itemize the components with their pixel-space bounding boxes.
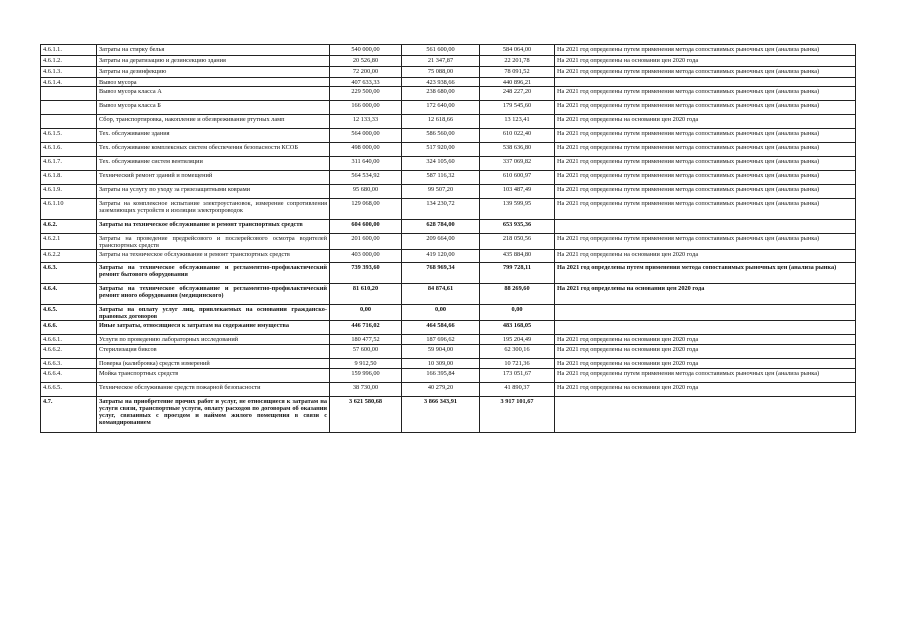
row-code: 4.6.1.10: [41, 199, 97, 220]
table-row: [41, 78, 856, 87]
row-value-2022: 440 896,21: [480, 78, 555, 87]
row-value-2021: 3 866 343,91: [402, 397, 480, 433]
row-code: 4.6.6.1.: [41, 335, 97, 345]
row-name: Техническое обслуживание средств пожарной безопасности: [97, 383, 330, 397]
row-value-2020: 604 600,00: [330, 220, 402, 234]
row-value-2022: 218 050,56: [480, 234, 555, 250]
row-note: [555, 305, 856, 321]
row-note: На 2021 год определены путем применения метода сопоставимых рыночных цен (анализа рынка): [555, 87, 856, 101]
row-note: На 2021 год определены путем применения метода сопоставимых рыночных цен (анализа рынка): [555, 129, 856, 143]
row-value-2022: 0,00: [480, 305, 555, 321]
row-value-2020: 72 200,00: [330, 67, 402, 78]
row-value-2021: 84 874,61: [402, 284, 480, 305]
row-value-2020: 564 000,00: [330, 129, 402, 143]
row-note: На 2021 год определены путем применения метода сопоставимых рыночных цен (анализа рынка): [555, 67, 856, 78]
row-code: 4.6.2.1: [41, 234, 97, 250]
row-value-2022: 584 064,00: [480, 45, 555, 56]
row-name: Поверка (калибровка) средств измерений: [97, 359, 330, 369]
row-name: Затраты на оплату услуг лиц, привлекаемых на основании гражданско-правовых договоров: [97, 305, 330, 321]
table-row: [41, 305, 856, 321]
row-value-2021: 59 904,00: [402, 345, 480, 359]
row-value-2022: 610 600,97: [480, 171, 555, 185]
row-value-2021: 99 507,20: [402, 185, 480, 199]
row-code: 4.6.1.7.: [41, 157, 97, 171]
row-name: Тех. обслуживание комплексных систем обеспечения безопасности КСОБ: [97, 143, 330, 157]
row-name: Затраты на приобретение прочих работ и услуг, не относящиеся к затратам на услуги связи, транспортные услуги, оплату расходов по договорам об оказании услуг, связанных с проездом и наймом жилого помещения в связи с командированием: [97, 397, 330, 433]
row-value-2021: 586 560,00: [402, 129, 480, 143]
row-value-2021: 517 920,00: [402, 143, 480, 157]
row-code: 4.6.6.: [41, 321, 97, 335]
row-value-2020: 95 680,00: [330, 185, 402, 199]
row-code: 4.6.1.1.: [41, 45, 97, 56]
row-name: Затраты на техническое обслуживание и регламентно-профилактический ремонт бытового оборудования: [97, 263, 330, 284]
row-value-2020: 20 526,80: [330, 56, 402, 67]
row-value-2022: 22 201,78: [480, 56, 555, 67]
row-note: На 2021 год определены путем применения метода сопоставимых рыночных цен (анализа рынка): [555, 234, 856, 250]
table-row: [41, 234, 856, 250]
row-note: На 2021 год определены на основании цен 2020 года: [555, 284, 856, 305]
budget-table: [40, 44, 856, 433]
row-value-2020: 12 133,33: [330, 115, 402, 129]
row-value-2021: 561 600,00: [402, 45, 480, 56]
row-name: Затраты на проведение предрейсового и послерейсового осмотра водителей транспортных средств: [97, 234, 330, 250]
row-code: 4.6.1.5.: [41, 129, 97, 143]
row-code: [41, 101, 97, 115]
row-value-2020: 180 477,52: [330, 335, 402, 345]
row-name: Иные затраты, относящиеся к затратам на содержание имущества: [97, 321, 330, 335]
row-name: Затраты на техническое обслуживание и ремонт транспортных средств: [97, 220, 330, 234]
table-row: [41, 321, 856, 335]
table-row: [41, 359, 856, 369]
table-row: [41, 383, 856, 397]
row-name: Технический ремонт зданий и помещений: [97, 171, 330, 185]
table-row: [41, 157, 856, 171]
row-value-2021: 238 680,00: [402, 87, 480, 101]
row-note: [555, 220, 856, 234]
row-note: На 2021 год определены путем применения метода сопоставимых рыночных цен (анализа рынка): [555, 263, 856, 284]
row-note: На 2021 год определены путем применения метода сопоставимых рыночных цен (анализа рынка): [555, 157, 856, 171]
row-code: 4.6.1.4.: [41, 78, 97, 87]
row-value-2020: 498 000,00: [330, 143, 402, 157]
table-row: [41, 335, 856, 345]
table-row: [41, 129, 856, 143]
row-note: На 2021 год определены на основании цен 2020 года: [555, 335, 856, 345]
row-value-2022: 435 884,80: [480, 250, 555, 263]
table-row: [41, 397, 856, 433]
row-value-2022: 62 300,16: [480, 345, 555, 359]
row-note: На 2021 год определены путем применения метода сопоставимых рыночных цен (анализа рынка): [555, 171, 856, 185]
row-value-2022: 88 269,60: [480, 284, 555, 305]
table-row: [41, 369, 856, 383]
row-value-2021: 166 395,84: [402, 369, 480, 383]
row-name: Тех. обслуживание систем вентиляции: [97, 157, 330, 171]
row-code: 4.6.6.2.: [41, 345, 97, 359]
row-name: Затраты на техническое обслуживание и ремонт транспортных средств: [97, 250, 330, 263]
table-row: [41, 56, 856, 67]
row-name: Вывоз мусора: [97, 78, 330, 87]
row-value-2022: 195 204,49: [480, 335, 555, 345]
row-value-2020: 9 912,50: [330, 359, 402, 369]
row-code: 4.6.5.: [41, 305, 97, 321]
table-row: [41, 87, 856, 101]
table-row: [41, 67, 856, 78]
table-row: [41, 250, 856, 263]
row-value-2021: 12 618,66: [402, 115, 480, 129]
row-name: Затраты на техническое обслуживание и регламентно-профилактический ремонт иного оборудования (медицинского): [97, 284, 330, 305]
row-note: [555, 78, 856, 87]
row-note: На 2021 год определены путем применения метода сопоставимых рыночных цен (анализа рынка): [555, 199, 856, 220]
table-row: [41, 115, 856, 129]
row-code: 4.6.4.: [41, 284, 97, 305]
row-code: [41, 87, 97, 101]
row-value-2022: 799 728,11: [480, 263, 555, 284]
table-row: [41, 345, 856, 359]
row-value-2020: 201 600,00: [330, 234, 402, 250]
row-value-2022: 653 935,36: [480, 220, 555, 234]
table-row: [41, 199, 856, 220]
row-code: 4.6.2.: [41, 220, 97, 234]
row-value-2020: 229 500,00: [330, 87, 402, 101]
row-name: Сбор, транспортировка, накопление и обезвреживание ртутных ламп: [97, 115, 330, 129]
row-note: На 2021 год определены на основании цен 2020 года: [555, 56, 856, 67]
row-note: [555, 397, 856, 433]
row-value-2020: 540 000,00: [330, 45, 402, 56]
row-value-2020: 129 068,00: [330, 199, 402, 220]
row-value-2020: 446 716,02: [330, 321, 402, 335]
row-value-2020: 81 610,20: [330, 284, 402, 305]
row-note: На 2021 год определены на основании цен 2020 года: [555, 250, 856, 263]
row-value-2022: 179 545,60: [480, 101, 555, 115]
row-value-2022: 248 227,20: [480, 87, 555, 101]
row-value-2020: 403 000,00: [330, 250, 402, 263]
row-code: 4.7.: [41, 397, 97, 433]
table-row: [41, 171, 856, 185]
table-row: [41, 45, 856, 56]
table-row: [41, 263, 856, 284]
row-value-2021: 587 116,32: [402, 171, 480, 185]
row-note: [555, 321, 856, 335]
row-name: Затраты на стирку белья: [97, 45, 330, 56]
row-name: Мойка транспортных средств: [97, 369, 330, 383]
row-name: Затраты на услугу по уходу за грязезащитными коврами: [97, 185, 330, 199]
row-code: 4.6.6.3.: [41, 359, 97, 369]
row-value-2022: 483 168,05: [480, 321, 555, 335]
row-value-2020: 159 996,00: [330, 369, 402, 383]
row-note: На 2021 год определены путем применения метода сопоставимых рыночных цен (анализа рынка): [555, 101, 856, 115]
row-code: 4.6.1.6.: [41, 143, 97, 157]
row-value-2022: 3 917 101,67: [480, 397, 555, 433]
row-value-2020: 166 000,00: [330, 101, 402, 115]
row-code: [41, 115, 97, 129]
row-value-2020: 311 640,00: [330, 157, 402, 171]
row-note: На 2021 год определены на основании цен 2020 года: [555, 383, 856, 397]
row-code: 4.6.3.: [41, 263, 97, 284]
row-value-2021: 40 279,20: [402, 383, 480, 397]
row-value-2020: 0,00: [330, 305, 402, 321]
row-note: На 2021 год определены на основании цен 2020 года: [555, 359, 856, 369]
row-value-2021: 423 938,66: [402, 78, 480, 87]
row-value-2021: 768 969,34: [402, 263, 480, 284]
row-value-2021: 464 584,66: [402, 321, 480, 335]
row-value-2021: 209 664,00: [402, 234, 480, 250]
row-code: 4.6.1.3.: [41, 67, 97, 78]
row-note: На 2021 год определены путем применения метода сопоставимых рыночных цен (анализа рынка): [555, 369, 856, 383]
table-row: [41, 284, 856, 305]
row-value-2020: 564 534,92: [330, 171, 402, 185]
row-value-2022: 78 091,52: [480, 67, 555, 78]
table-row: [41, 185, 856, 199]
row-name: Услуги по проведению лабораторных исследований: [97, 335, 330, 345]
row-value-2022: 538 636,80: [480, 143, 555, 157]
row-value-2021: 10 309,00: [402, 359, 480, 369]
row-value-2022: 13 123,41: [480, 115, 555, 129]
row-code: 4.6.1.8.: [41, 171, 97, 185]
row-note: На 2021 год определены путем применения метода сопоставимых рыночных цен (анализа рынка): [555, 185, 856, 199]
row-name: Вывоз мусора класса А: [97, 87, 330, 101]
row-code: 4.6.1.2.: [41, 56, 97, 67]
row-value-2022: 103 487,49: [480, 185, 555, 199]
row-value-2022: 337 069,82: [480, 157, 555, 171]
row-value-2021: 21 347,87: [402, 56, 480, 67]
row-name: Вывоз мусора класса Б: [97, 101, 330, 115]
row-code: 4.6.6.4.: [41, 369, 97, 383]
row-value-2021: 419 120,00: [402, 250, 480, 263]
row-code: 4.6.1.9.: [41, 185, 97, 199]
row-code: 4.6.2.2: [41, 250, 97, 263]
row-value-2021: 628 784,00: [402, 220, 480, 234]
row-value-2020: 739 393,60: [330, 263, 402, 284]
row-value-2021: 75 088,00: [402, 67, 480, 78]
row-value-2020: 3 621 580,68: [330, 397, 402, 433]
row-value-2021: 134 230,72: [402, 199, 480, 220]
row-value-2022: 610 022,40: [480, 129, 555, 143]
row-value-2022: 10 721,36: [480, 359, 555, 369]
row-name: Затраты на комплексное испытание электроустановок, измерение сопротивления заземляющих устройств и изоляции электропроводок: [97, 199, 330, 220]
table-row: [41, 220, 856, 234]
row-note: На 2021 год определены на основании цен 2020 года: [555, 345, 856, 359]
row-value-2022: 41 890,37: [480, 383, 555, 397]
row-code: 4.6.6.5.: [41, 383, 97, 397]
row-value-2020: 38 730,00: [330, 383, 402, 397]
row-value-2020: 57 600,00: [330, 345, 402, 359]
row-value-2022: 139 599,95: [480, 199, 555, 220]
row-value-2021: 324 105,60: [402, 157, 480, 171]
table-row: [41, 143, 856, 157]
row-name: Затраты на дезинфекцию: [97, 67, 330, 78]
row-name: Стерилизация биксов: [97, 345, 330, 359]
row-note: На 2021 год определены на основании цен 2020 года: [555, 115, 856, 129]
row-value-2021: 0,00: [402, 305, 480, 321]
row-note: На 2021 год определены путем применения метода сопоставимых рыночных цен (анализа рынка): [555, 45, 856, 56]
row-name: Тех. обслуживание здания: [97, 129, 330, 143]
row-note: На 2021 год определены путем применения метода сопоставимых рыночных цен (анализа рынка): [555, 143, 856, 157]
row-value-2020: 407 633,33: [330, 78, 402, 87]
row-value-2021: 172 640,00: [402, 101, 480, 115]
table-row: [41, 101, 856, 115]
row-value-2022: 173 051,67: [480, 369, 555, 383]
row-name: Затраты на дератизацию и дезинсекцию здания: [97, 56, 330, 67]
row-value-2021: 187 696,62: [402, 335, 480, 345]
